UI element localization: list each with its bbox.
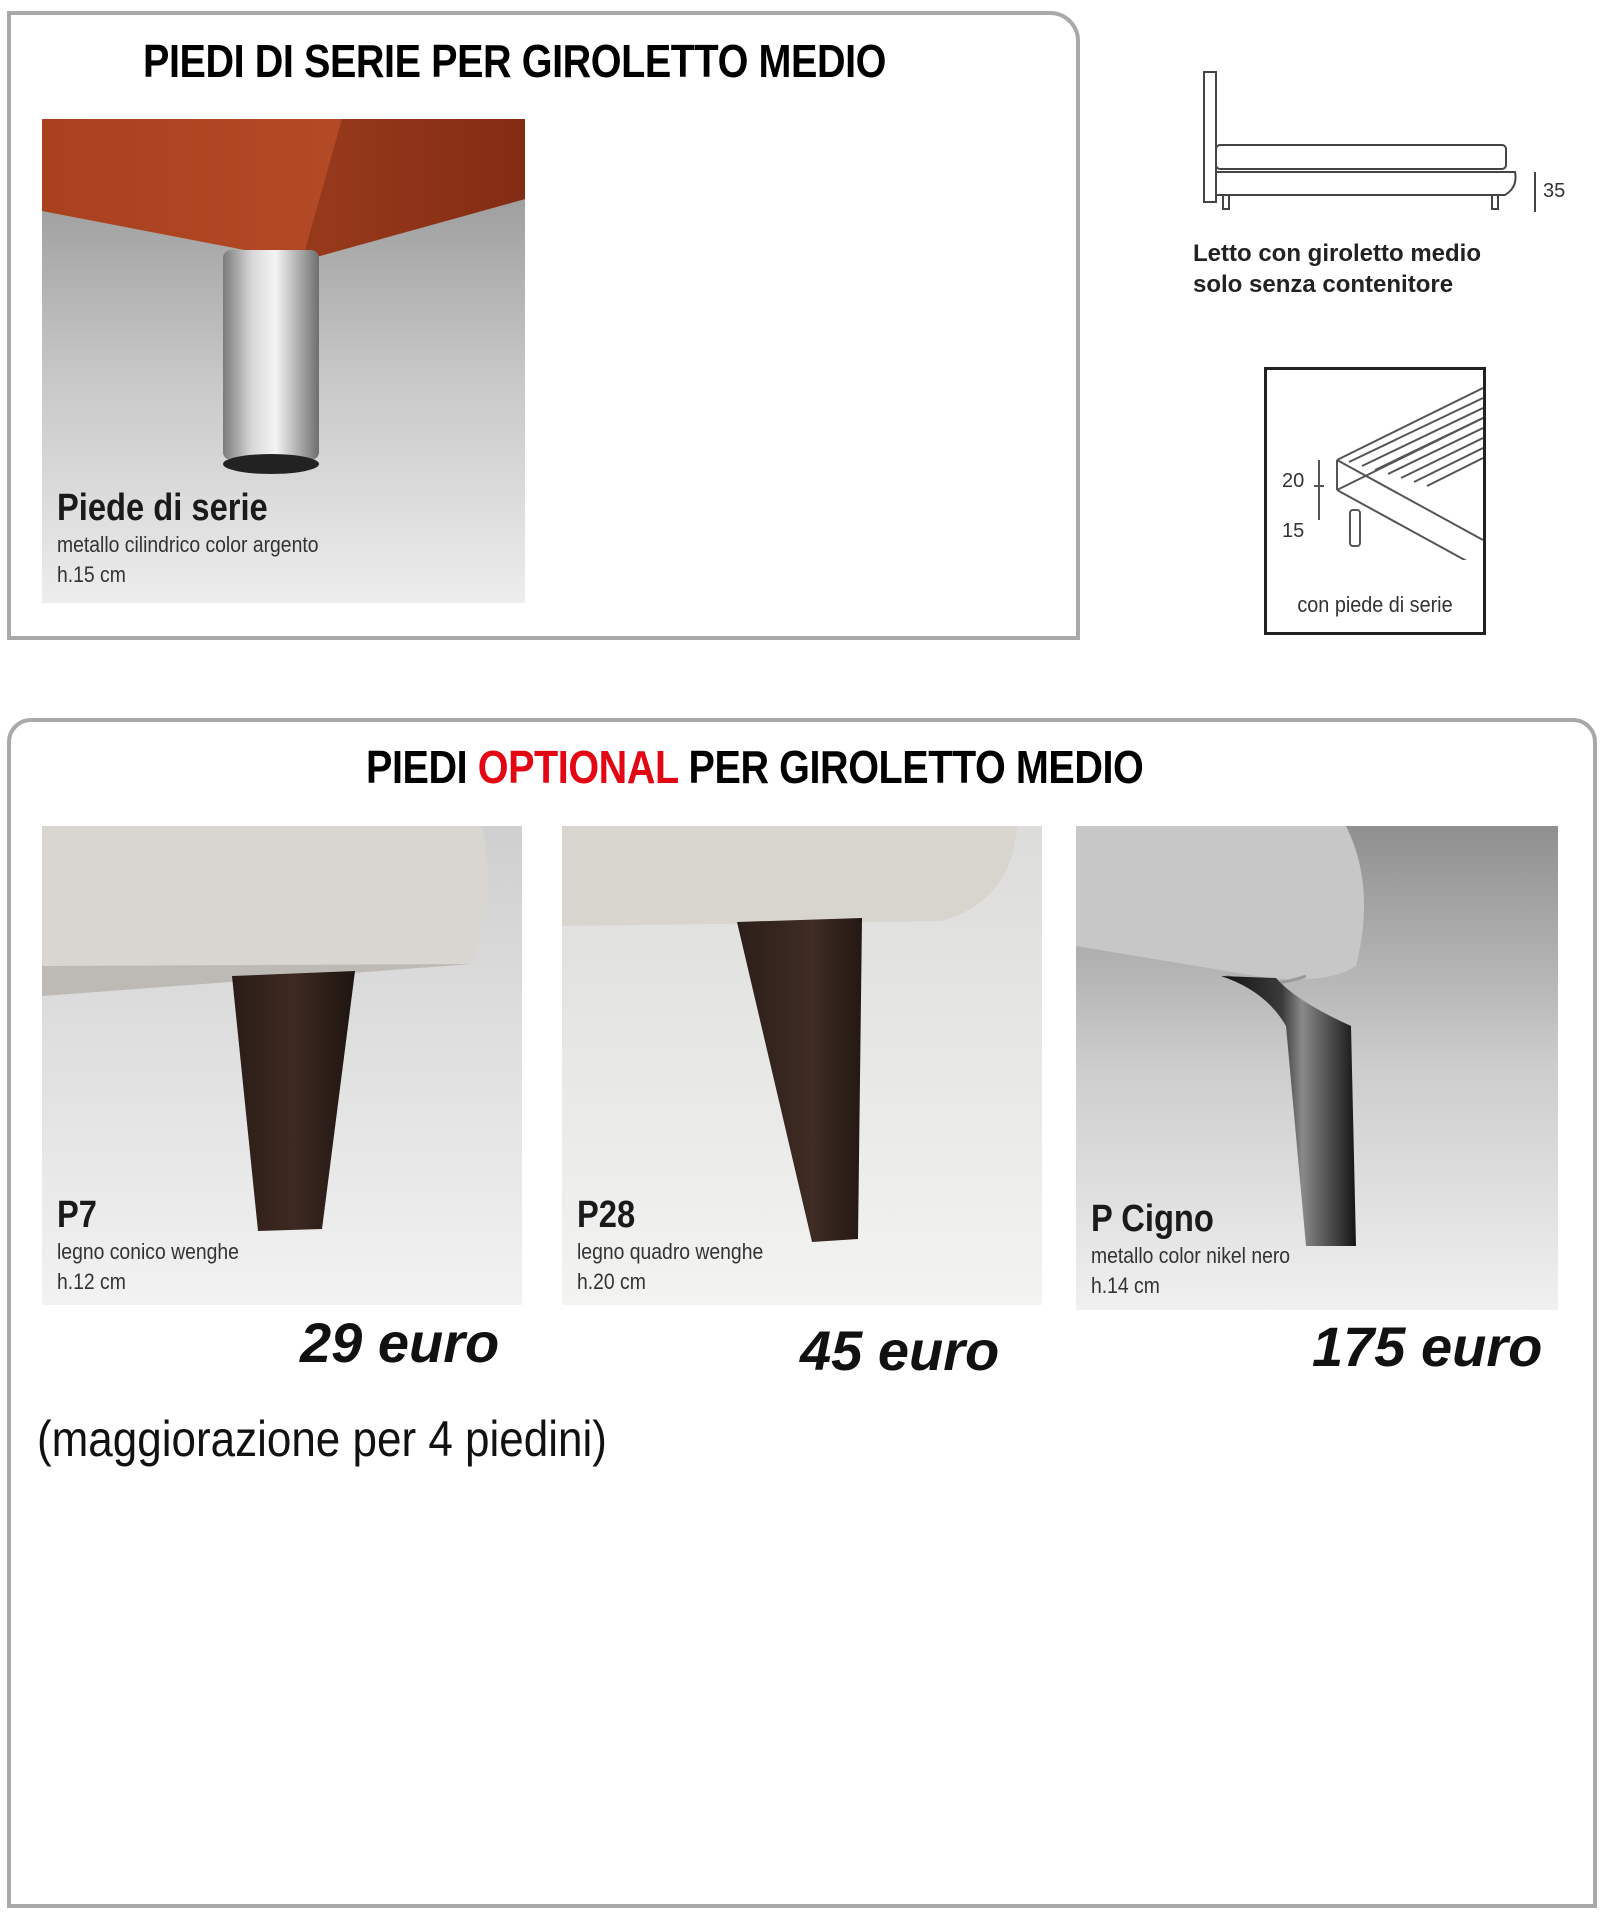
optional-feet-heading [366,740,1143,794]
p28-foot-photo [562,826,1042,1305]
standard-foot-material: metallo cilindrico color argento [57,532,319,557]
p-cigno-foot-photo [1076,826,1558,1310]
frame-box-caption: con piede di serie [1297,592,1453,617]
standard-feet-heading: PIEDI DI SERIE PER GIROLETTO MEDIO [143,35,886,87]
p-cigno-material: metallo color nikel nero [1091,1243,1291,1268]
standard-foot-photo [42,119,525,603]
p-cigno-height: h.14 cm [1091,1273,1160,1298]
heading-optional: OPTIONAL [477,741,678,793]
p28-material: legno quadro wenghe [577,1239,764,1264]
p28-price: 45 euro [800,1319,1000,1382]
p7-name: P7 [57,1194,97,1236]
p28-height: h.20 cm [577,1269,646,1294]
heading-part-1: PIEDI [366,741,478,793]
p7-material: legno conico wenghe [57,1239,239,1264]
bed-side-diagram [1195,65,1575,225]
p-cigno-price: 175 euro [1312,1315,1543,1378]
standard-foot-height: h.15 cm [57,562,126,587]
diagram-caption-line2: solo senza contenitore [1193,271,1454,298]
diagram-caption-line1: Letto con giroletto medio [1193,240,1481,267]
standard-foot-name: Piede di serie [57,487,268,529]
dim-upper: 20 [1282,470,1305,492]
p7-foot-photo [42,826,522,1305]
p7-price: 29 euro [300,1311,500,1374]
heading-part-2: PER GIROLETTO MEDIO [677,741,1144,793]
dim-lower: 15 [1282,520,1305,542]
p28-name: P28 [577,1194,636,1236]
p-cigno-name: P Cigno [1091,1198,1214,1240]
frame-corner-diagram [1264,367,1486,635]
bed-height-label: 35 [1543,180,1566,202]
p7-height: h.12 cm [57,1269,126,1294]
price-note: (maggiorazione per 4 piedini) [37,1411,607,1467]
diagram-caption [1193,238,1481,300]
